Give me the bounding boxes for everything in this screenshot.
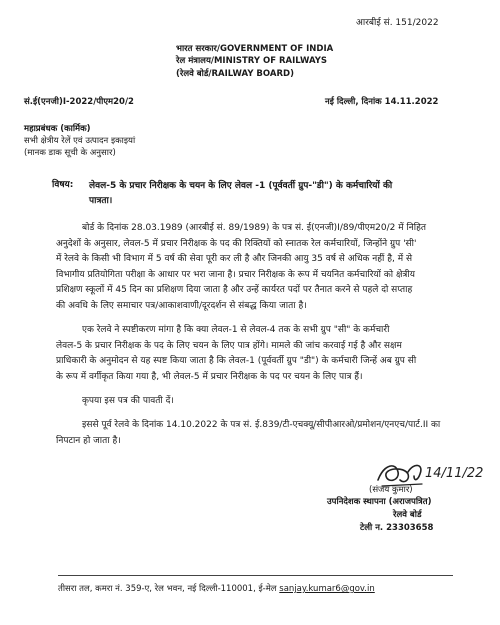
header-government: भारत सरकार/GOVERNMENT OF INDIA [176, 44, 334, 54]
signatory-designation: उपनिदेशक स्थापना (अराजपत्रित) [327, 497, 432, 507]
paragraph-line: विभागीय प्रतियोगिता परीक्षा के आधार पर भरा जाना है। प्रचार निरीक्षक के रूप में चयनित कर्मचारियों को क्षेत्रीय [56, 269, 415, 280]
addressee-line: सभी क्षेत्रीय रेलें एवं उत्पादन इकाइयां [24, 136, 136, 146]
paragraph-line: प्रशिक्षण स्कूलों में 45 दिन का प्रशिक्षण दिया जाता है और उन्हें कार्यरत पदों पर तैनात करने से पहले दो सप्ताह [56, 285, 413, 296]
paragraph-line: इससे पूर्व रेलवे के दिनांक 14.10.2022 के पत्र सं. ई.839/टी-एचक्यू/सीपीआरओ/प्रमोशन/एनएच/पार्ट.II का [82, 420, 441, 430]
paragraph-line: कृपया इस पत्र की पावती दें। [82, 396, 174, 406]
addressee-note: (मानक डाक सूची के अनुसार) [24, 148, 116, 158]
paragraph-line: लेवल-5 के प्रचार निरीक्षक के पद के लिए चयन के लिए पात्र होंगे। मामले की जांच करवाई गई है और सक्षम [56, 340, 402, 351]
paragraph-3 [82, 394, 174, 410]
paragraph-line: बोर्ड के दिनांक 28.03.1989 (आरबीई सं. 89/1989) के पत्र सं. ई(एनजी)I/89/पीएम20/2 में निहित [82, 223, 427, 233]
reference-number: सं.ई(एनजी)I-2022/पीएम20/2 [24, 97, 134, 107]
paragraph-line: निपटान हो जाता है। [56, 435, 121, 446]
header-board: (रेलवे बोर्ड/RAILWAY BOARD) [176, 69, 294, 79]
subject-line: लेवल-5 के प्रचार निरीक्षक के चयन के लिए लेवल -1 (पूर्ववर्ती ग्रुप-"डी") के कर्मचारियों की [89, 181, 393, 191]
footer-email-link[interactable]: sanjay.kumar6@gov.in [279, 584, 375, 594]
paragraph-line: एक रेलवे ने स्पष्टीकरण मांगा है कि क्या लेवल-1 से लेवल-4 तक के सभी ग्रुप "सी" के कर्मचारी [82, 325, 390, 335]
signatory-name: (संजय कुमार) [369, 485, 413, 495]
paragraph-line: अनुदेशों के अनुसार, लेवल-5 में प्रचार निरीक्षक के पद की रिक्तियों को स्नातक रेल कर्मचारियों, जिन्होंने ग्रुप 'सी' [56, 238, 417, 249]
paragraph-1 [56, 221, 426, 315]
paragraph-line: में रेलवे के किसी भी विभाग में 5 वर्ष की सेवा पूरी कर ली है और जिनकी आयु 35 वर्ष से अधिक नहीं है, में से [56, 254, 413, 265]
letter-date: नई दिल्ली, दिनांक 14.11.2022 [325, 97, 439, 107]
handwritten-date: 14/11/22 [425, 466, 484, 481]
paragraph-line: प्राधिकारी के अनुमोदन से यह स्पष्ट किया जाता है कि लेवल-1 (पूर्ववर्ती ग्रुप "डी") के कर्मचारी जिन्हें अब ग्रुप सी [56, 356, 417, 367]
paragraph-line: की अवधि के लिए समाचार पत्र/आकाशवाणी/दूरदर्शन से संबद्ध किया जाता है। [56, 300, 307, 311]
signatory-office: रेलवे बोर्ड [393, 510, 422, 520]
paragraph-2 [56, 323, 416, 385]
paragraph-4 [56, 418, 440, 449]
addressee-title: महाप्रबंधक (कार्मिक) [24, 124, 91, 134]
subject-text [89, 179, 392, 209]
footer-divider [58, 575, 453, 576]
paragraph-line: के रूप में वर्गीकृत किया गया है, भी लेवल-5 में प्रचार निरीक्षक के पद पर चयन के लिए पात्र हैं। [56, 371, 363, 382]
signatory-telephone: टेली न. 23303658 [360, 523, 434, 533]
subject-line: पात्रता। [89, 196, 113, 206]
header-ministry: रेल मंत्रालय/MINISTRY OF RAILWAYS [176, 56, 328, 66]
rbe-number: आरबीई सं. 151/2022 [356, 18, 439, 28]
subject-label: विषय: [52, 180, 74, 190]
footer-address [58, 584, 375, 595]
footer-address-text: तीसरा तल, कमरा नं. 359-ए, रेल भवन, नई दिल्ली-110001, ई-मेल [58, 584, 280, 594]
